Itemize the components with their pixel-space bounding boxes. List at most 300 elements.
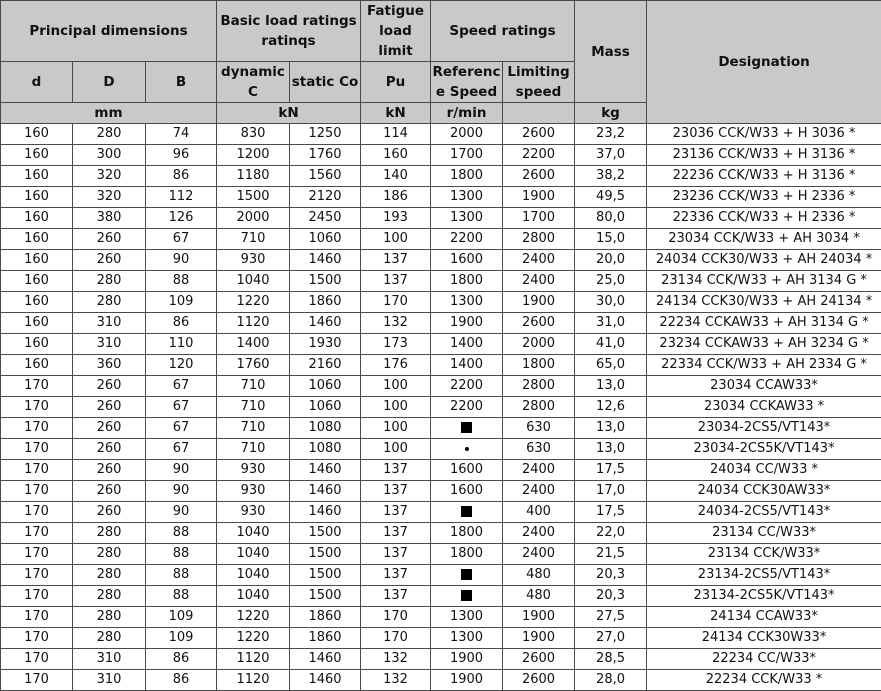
cell-mass: 13,0 <box>575 439 647 460</box>
cell-reference-speed: 1300 <box>431 628 503 649</box>
cell-d: 170 <box>1 523 73 544</box>
square-symbol-icon <box>461 422 472 433</box>
table-row <box>1 124 881 145</box>
cell-static: 1930 <box>290 334 361 355</box>
cell-mass: 65,0 <box>575 355 647 376</box>
cell-designation: 23134-2CS5K/VT143* <box>647 586 881 607</box>
cell-limiting-speed: 1700 <box>503 208 575 229</box>
table-row <box>1 502 881 523</box>
cell-reference-speed: 1800 <box>431 271 503 292</box>
cell-pu: 137 <box>361 586 431 607</box>
cell-pu: 100 <box>361 418 431 439</box>
col-d-header: d <box>1 62 73 103</box>
cell-limiting-speed: 2400 <box>503 523 575 544</box>
cell-B: 90 <box>146 502 217 523</box>
cell-d: 170 <box>1 376 73 397</box>
table-row <box>1 166 881 187</box>
cell-pu: 132 <box>361 670 431 691</box>
cell-designation: 24034 CCK30AW33* <box>647 481 881 502</box>
table-row <box>1 565 881 586</box>
cell-reference-speed: 1900 <box>431 649 503 670</box>
cell-static: 1500 <box>290 271 361 292</box>
cell-limiting-speed: 1800 <box>503 355 575 376</box>
cell-mass: 20,3 <box>575 586 647 607</box>
cell-d: 170 <box>1 670 73 691</box>
cell-dynamic: 930 <box>217 250 290 271</box>
cell-reference-speed: 1300 <box>431 208 503 229</box>
cell-B: 110 <box>146 334 217 355</box>
table-row <box>1 460 881 481</box>
cell-static: 1080 <box>290 439 361 460</box>
table-row <box>1 544 881 565</box>
designation-header: Designation <box>647 1 881 124</box>
cell-reference-speed: 1600 <box>431 250 503 271</box>
cell-limiting-speed: 480 <box>503 565 575 586</box>
cell-static: 1460 <box>290 670 361 691</box>
cell-mass: 31,0 <box>575 313 647 334</box>
unit-kg: kg <box>575 103 647 124</box>
cell-B: 86 <box>146 313 217 334</box>
cell-limiting-speed: 2800 <box>503 229 575 250</box>
cell-mass: 27,0 <box>575 628 647 649</box>
cell-reference-speed <box>431 439 503 460</box>
table-header <box>1 1 881 124</box>
cell-reference-speed <box>431 586 503 607</box>
cell-limiting-speed: 2000 <box>503 334 575 355</box>
cell-limiting-speed: 2400 <box>503 481 575 502</box>
cell-limiting-speed: 2400 <box>503 271 575 292</box>
cell-outer-D: 380 <box>73 208 146 229</box>
cell-reference-speed: 1600 <box>431 460 503 481</box>
cell-mass: 21,5 <box>575 544 647 565</box>
cell-mass: 17,5 <box>575 502 647 523</box>
cell-reference-speed: 1400 <box>431 334 503 355</box>
cell-B: 86 <box>146 670 217 691</box>
cell-pu: 137 <box>361 502 431 523</box>
cell-pu: 137 <box>361 271 431 292</box>
cell-outer-D: 280 <box>73 565 146 586</box>
cell-pu: 137 <box>361 544 431 565</box>
cell-designation: 23236 CCK/W33 + H 2336 * <box>647 187 881 208</box>
col-outer-D-header: D <box>73 62 146 103</box>
cell-limiting-speed: 1900 <box>503 607 575 628</box>
cell-outer-D: 310 <box>73 313 146 334</box>
table-row <box>1 628 881 649</box>
cell-static: 1860 <box>290 628 361 649</box>
cell-mass: 30,0 <box>575 292 647 313</box>
cell-pu: 114 <box>361 124 431 145</box>
cell-designation: 23036 CCK/W33 + H 3036 * <box>647 124 881 145</box>
cell-B: 112 <box>146 187 217 208</box>
cell-outer-D: 280 <box>73 523 146 544</box>
cell-designation: 24034 CC/W33 * <box>647 460 881 481</box>
cell-reference-speed: 1300 <box>431 607 503 628</box>
cell-dynamic: 930 <box>217 460 290 481</box>
cell-limiting-speed: 480 <box>503 586 575 607</box>
cell-dynamic: 1180 <box>217 166 290 187</box>
cell-limiting-speed: 1900 <box>503 628 575 649</box>
cell-dynamic: 1220 <box>217 628 290 649</box>
cell-limiting-speed: 630 <box>503 439 575 460</box>
cell-outer-D: 260 <box>73 229 146 250</box>
cell-B: 126 <box>146 208 217 229</box>
cell-dynamic: 1040 <box>217 565 290 586</box>
cell-pu: 176 <box>361 355 431 376</box>
cell-dynamic: 1120 <box>217 649 290 670</box>
cell-dynamic: 710 <box>217 439 290 460</box>
cell-B: 88 <box>146 523 217 544</box>
table-row <box>1 292 881 313</box>
cell-outer-D: 260 <box>73 418 146 439</box>
cell-designation: 24034-2CS5/VT143* <box>647 502 881 523</box>
cell-designation: 22336 CCK/W33 + H 2336 * <box>647 208 881 229</box>
cell-B: 88 <box>146 544 217 565</box>
cell-B: 109 <box>146 628 217 649</box>
table-row <box>1 418 881 439</box>
cell-pu: 170 <box>361 607 431 628</box>
unit-rmin-blank <box>503 103 575 124</box>
speed-ratings-header: Speed ratings <box>431 1 575 62</box>
cell-designation: 23034 CCAW33* <box>647 376 881 397</box>
cell-reference-speed: 2000 <box>431 124 503 145</box>
mass-header: Mass <box>575 1 647 103</box>
cell-dynamic: 1040 <box>217 544 290 565</box>
cell-pu: 137 <box>361 460 431 481</box>
cell-dynamic: 1220 <box>217 607 290 628</box>
cell-outer-D: 260 <box>73 502 146 523</box>
cell-outer-D: 260 <box>73 439 146 460</box>
col-limiting-speed-header: Limiting speed <box>503 62 575 103</box>
dot-symbol-icon <box>465 447 469 451</box>
cell-designation: 23134 CCK/W33* <box>647 544 881 565</box>
cell-outer-D: 280 <box>73 271 146 292</box>
cell-static: 1500 <box>290 586 361 607</box>
cell-dynamic: 930 <box>217 481 290 502</box>
cell-static: 1060 <box>290 397 361 418</box>
table-row <box>1 145 881 166</box>
cell-pu: 132 <box>361 313 431 334</box>
cell-B: 88 <box>146 271 217 292</box>
cell-static: 1500 <box>290 544 361 565</box>
table-row <box>1 523 881 544</box>
cell-static: 1460 <box>290 250 361 271</box>
cell-outer-D: 280 <box>73 124 146 145</box>
cell-static: 1860 <box>290 607 361 628</box>
cell-static: 1250 <box>290 124 361 145</box>
cell-d: 170 <box>1 649 73 670</box>
cell-dynamic: 2000 <box>217 208 290 229</box>
cell-designation: 24134 CCAW33* <box>647 607 881 628</box>
cell-designation: 22234 CC/W33* <box>647 649 881 670</box>
col-pu-header: Pu <box>361 62 431 103</box>
cell-static: 1460 <box>290 481 361 502</box>
cell-mass: 80,0 <box>575 208 647 229</box>
cell-dynamic: 1200 <box>217 145 290 166</box>
cell-designation: 22334 CCK/W33 + AH 2334 G * <box>647 355 881 376</box>
table-row <box>1 250 881 271</box>
square-symbol-icon <box>461 590 472 601</box>
cell-designation: 23134 CC/W33* <box>647 523 881 544</box>
cell-outer-D: 260 <box>73 376 146 397</box>
cell-limiting-speed: 2800 <box>503 397 575 418</box>
col-B-header: B <box>146 62 217 103</box>
cell-d: 160 <box>1 334 73 355</box>
cell-outer-D: 280 <box>73 628 146 649</box>
table-body <box>1 124 881 691</box>
cell-dynamic: 710 <box>217 418 290 439</box>
table-row <box>1 355 881 376</box>
cell-outer-D: 280 <box>73 544 146 565</box>
cell-dynamic: 1040 <box>217 271 290 292</box>
table-row <box>1 208 881 229</box>
cell-d: 170 <box>1 586 73 607</box>
cell-pu: 160 <box>361 145 431 166</box>
cell-B: 90 <box>146 481 217 502</box>
cell-d: 160 <box>1 271 73 292</box>
cell-mass: 20,3 <box>575 565 647 586</box>
cell-d: 170 <box>1 439 73 460</box>
cell-d: 160 <box>1 208 73 229</box>
cell-reference-speed: 1900 <box>431 670 503 691</box>
cell-mass: 15,0 <box>575 229 647 250</box>
cell-d: 170 <box>1 502 73 523</box>
cell-dynamic: 1760 <box>217 355 290 376</box>
col-dynamic-header: dynamic C <box>217 62 290 103</box>
cell-outer-D: 260 <box>73 250 146 271</box>
cell-static: 1500 <box>290 523 361 544</box>
cell-B: 90 <box>146 250 217 271</box>
cell-designation: 22234 CCK/W33 * <box>647 670 881 691</box>
cell-designation: 23034 CCK/W33 + AH 3034 * <box>647 229 881 250</box>
cell-mass: 49,5 <box>575 187 647 208</box>
cell-pu: 137 <box>361 523 431 544</box>
cell-static: 1560 <box>290 166 361 187</box>
cell-mass: 22,0 <box>575 523 647 544</box>
cell-B: 86 <box>146 649 217 670</box>
cell-B: 109 <box>146 292 217 313</box>
cell-dynamic: 1120 <box>217 670 290 691</box>
cell-pu: 137 <box>361 481 431 502</box>
cell-B: 120 <box>146 355 217 376</box>
cell-reference-speed: 2200 <box>431 376 503 397</box>
cell-d: 160 <box>1 166 73 187</box>
cell-dynamic: 1040 <box>217 586 290 607</box>
cell-d: 170 <box>1 397 73 418</box>
cell-static: 1760 <box>290 145 361 166</box>
table-row <box>1 586 881 607</box>
cell-dynamic: 1120 <box>217 313 290 334</box>
table-row <box>1 271 881 292</box>
cell-designation: 23136 CCK/W33 + H 3136 * <box>647 145 881 166</box>
cell-pu: 100 <box>361 376 431 397</box>
cell-outer-D: 320 <box>73 187 146 208</box>
cell-reference-speed <box>431 418 503 439</box>
cell-limiting-speed: 2600 <box>503 124 575 145</box>
table-row <box>1 313 881 334</box>
cell-mass: 28,5 <box>575 649 647 670</box>
cell-d: 160 <box>1 313 73 334</box>
cell-d: 170 <box>1 628 73 649</box>
table-row <box>1 607 881 628</box>
cell-mass: 13,0 <box>575 418 647 439</box>
cell-pu: 100 <box>361 439 431 460</box>
cell-reference-speed: 1600 <box>431 481 503 502</box>
col-reference-speed-header: Referenc e Speed <box>431 62 503 103</box>
cell-designation: 23134-2CS5/VT143* <box>647 565 881 586</box>
cell-designation: 23034-2CS5/VT143* <box>647 418 881 439</box>
cell-reference-speed <box>431 565 503 586</box>
cell-reference-speed: 1800 <box>431 544 503 565</box>
square-symbol-icon <box>461 506 472 517</box>
cell-B: 74 <box>146 124 217 145</box>
cell-static: 2160 <box>290 355 361 376</box>
table-row <box>1 334 881 355</box>
cell-static: 1060 <box>290 229 361 250</box>
cell-limiting-speed: 2400 <box>503 544 575 565</box>
cell-dynamic: 1400 <box>217 334 290 355</box>
cell-mass: 12,6 <box>575 397 647 418</box>
cell-dynamic: 710 <box>217 229 290 250</box>
cell-reference-speed: 1900 <box>431 313 503 334</box>
cell-mass: 28,0 <box>575 670 647 691</box>
cell-reference-speed: 1400 <box>431 355 503 376</box>
cell-outer-D: 310 <box>73 334 146 355</box>
cell-limiting-speed: 2600 <box>503 166 575 187</box>
cell-designation: 23034-2CS5K/VT143* <box>647 439 881 460</box>
cell-limiting-speed: 400 <box>503 502 575 523</box>
cell-dynamic: 710 <box>217 397 290 418</box>
cell-pu: 173 <box>361 334 431 355</box>
cell-pu: 137 <box>361 565 431 586</box>
col-static-header: static Co <box>290 62 361 103</box>
cell-d: 160 <box>1 145 73 166</box>
cell-outer-D: 260 <box>73 481 146 502</box>
unit-kn-load: kN <box>217 103 361 124</box>
cell-d: 160 <box>1 124 73 145</box>
cell-static: 2450 <box>290 208 361 229</box>
cell-limiting-speed: 2400 <box>503 460 575 481</box>
cell-d: 170 <box>1 481 73 502</box>
cell-limiting-speed: 2600 <box>503 313 575 334</box>
principal-dimensions-header: Principal dimensions <box>1 1 217 62</box>
cell-limiting-speed: 2400 <box>503 250 575 271</box>
cell-designation: 24134 CCK30W33* <box>647 628 881 649</box>
cell-outer-D: 310 <box>73 649 146 670</box>
cell-B: 86 <box>146 166 217 187</box>
cell-pu: 193 <box>361 208 431 229</box>
cell-outer-D: 360 <box>73 355 146 376</box>
cell-static: 1860 <box>290 292 361 313</box>
cell-outer-D: 280 <box>73 607 146 628</box>
cell-B: 90 <box>146 460 217 481</box>
cell-limiting-speed: 2600 <box>503 670 575 691</box>
cell-limiting-speed: 2800 <box>503 376 575 397</box>
cell-static: 2120 <box>290 187 361 208</box>
cell-d: 160 <box>1 355 73 376</box>
table-row <box>1 397 881 418</box>
cell-designation: 24034 CCK30/W33 + AH 24034 * <box>647 250 881 271</box>
unit-mm: mm <box>1 103 217 124</box>
cell-pu: 132 <box>361 649 431 670</box>
cell-d: 170 <box>1 607 73 628</box>
cell-dynamic: 1500 <box>217 187 290 208</box>
cell-reference-speed <box>431 502 503 523</box>
cell-outer-D: 280 <box>73 586 146 607</box>
basic-load-ratings-header: Basic load ratings ratinqs <box>217 1 361 62</box>
cell-d: 160 <box>1 292 73 313</box>
cell-static: 1460 <box>290 502 361 523</box>
table-row <box>1 229 881 250</box>
cell-B: 96 <box>146 145 217 166</box>
cell-B: 67 <box>146 418 217 439</box>
cell-d: 170 <box>1 565 73 586</box>
cell-B: 88 <box>146 565 217 586</box>
cell-static: 1460 <box>290 313 361 334</box>
cell-dynamic: 710 <box>217 376 290 397</box>
cell-pu: 100 <box>361 397 431 418</box>
cell-designation: 23034 CCKAW33 * <box>647 397 881 418</box>
cell-B: 67 <box>146 439 217 460</box>
cell-mass: 23,2 <box>575 124 647 145</box>
cell-static: 1060 <box>290 376 361 397</box>
table-row <box>1 439 881 460</box>
cell-pu: 140 <box>361 166 431 187</box>
cell-limiting-speed: 2200 <box>503 145 575 166</box>
cell-B: 88 <box>146 586 217 607</box>
cell-d: 170 <box>1 460 73 481</box>
cell-B: 109 <box>146 607 217 628</box>
cell-d: 160 <box>1 229 73 250</box>
cell-dynamic: 930 <box>217 502 290 523</box>
cell-mass: 17,0 <box>575 481 647 502</box>
cell-static: 1080 <box>290 418 361 439</box>
cell-mass: 20,0 <box>575 250 647 271</box>
cell-mass: 25,0 <box>575 271 647 292</box>
unit-kn-fatigue: kN <box>361 103 431 124</box>
cell-limiting-speed: 1900 <box>503 292 575 313</box>
cell-static: 1500 <box>290 565 361 586</box>
unit-rmin: r/min <box>431 103 503 124</box>
cell-designation: 22236 CCK/W33 + H 3136 * <box>647 166 881 187</box>
cell-B: 67 <box>146 397 217 418</box>
table-row <box>1 187 881 208</box>
cell-reference-speed: 1800 <box>431 166 503 187</box>
table-row <box>1 649 881 670</box>
cell-mass: 27,5 <box>575 607 647 628</box>
square-symbol-icon <box>461 569 472 580</box>
cell-pu: 137 <box>361 250 431 271</box>
cell-outer-D: 320 <box>73 166 146 187</box>
cell-mass: 13,0 <box>575 376 647 397</box>
cell-outer-D: 310 <box>73 670 146 691</box>
cell-mass: 38,2 <box>575 166 647 187</box>
cell-B: 67 <box>146 376 217 397</box>
cell-designation: 23234 CCKAW33 + AH 3234 G * <box>647 334 881 355</box>
cell-d: 170 <box>1 544 73 565</box>
cell-outer-D: 260 <box>73 460 146 481</box>
cell-static: 1460 <box>290 649 361 670</box>
cell-reference-speed: 1300 <box>431 187 503 208</box>
cell-dynamic: 1220 <box>217 292 290 313</box>
cell-pu: 100 <box>361 229 431 250</box>
table-row <box>1 376 881 397</box>
cell-limiting-speed: 1900 <box>503 187 575 208</box>
cell-static: 1460 <box>290 460 361 481</box>
cell-B: 67 <box>146 229 217 250</box>
cell-dynamic: 1040 <box>217 523 290 544</box>
table-row <box>1 481 881 502</box>
cell-outer-D: 280 <box>73 292 146 313</box>
